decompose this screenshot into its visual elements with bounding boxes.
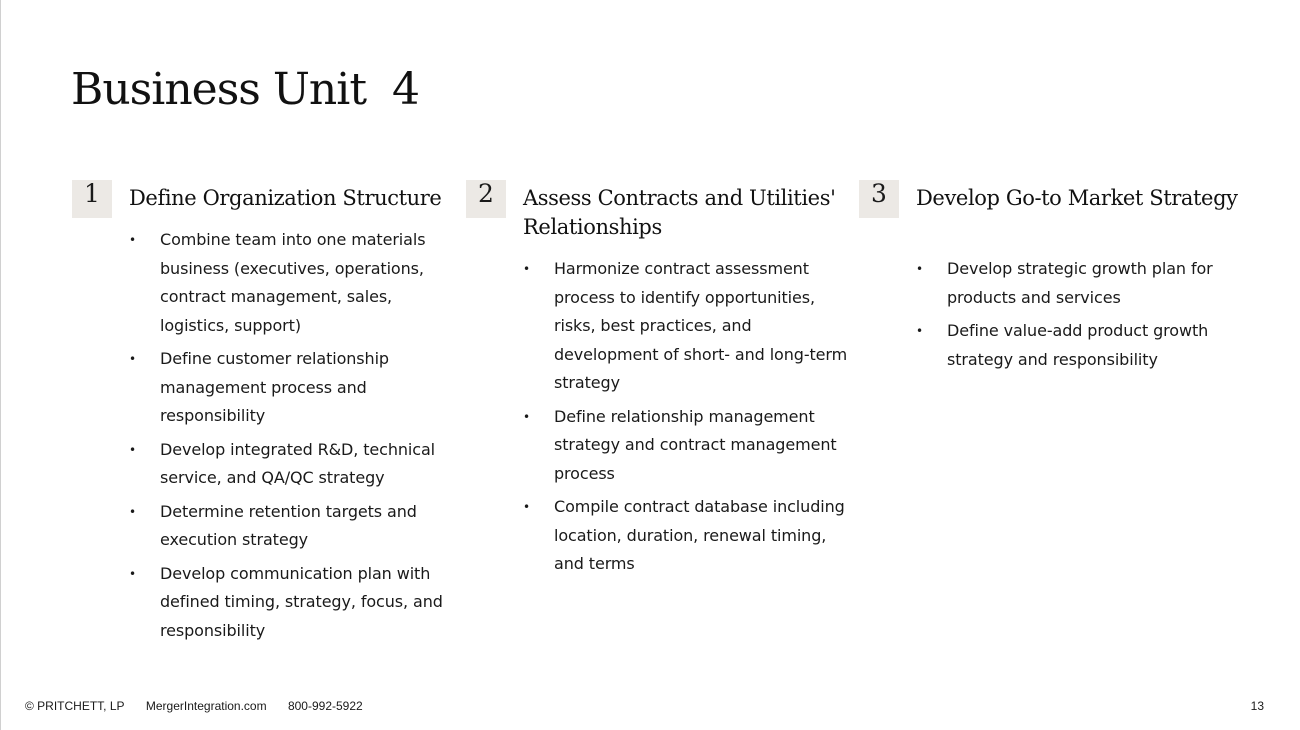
bullet-icon: • xyxy=(129,233,136,247)
step-heading: Develop Go-to Market Strategy xyxy=(916,186,1238,210)
list-item xyxy=(129,226,459,340)
bullet-list xyxy=(523,255,853,584)
bullet-text: Define relationship management strategy and contract management process xyxy=(554,406,837,483)
list-item xyxy=(129,560,459,646)
bullet-list xyxy=(916,255,1246,379)
step-number-badge: 1 xyxy=(72,180,112,218)
step-heading: Define Organization Structure xyxy=(129,186,442,210)
bullet-icon: • xyxy=(129,566,136,581)
list-item xyxy=(129,498,459,555)
step-heading: Assess Contracts and Utilities' Relationships xyxy=(523,186,836,239)
bullet-icon: • xyxy=(523,500,530,514)
footer-copyright: © PRITCHETT, LP xyxy=(25,699,125,713)
bullet-icon: • xyxy=(523,409,530,424)
bullet-icon: • xyxy=(916,324,923,338)
bullet-text: Compile contract database including location, duration, renewal timing, and terms xyxy=(554,497,845,573)
page-number: 13 xyxy=(1250,699,1264,713)
list-item xyxy=(523,403,853,489)
bullet-text: Harmonize contract assessment process to identify opportunities, risks, best practices, and development of short- and long-term strategy xyxy=(554,259,848,392)
footer-website: MergerIntegration.com xyxy=(145,699,267,713)
bullet-text: Define value-add product growth strategy and responsibility xyxy=(947,321,1209,369)
bullet-text: Develop strategic growth plan for products and services xyxy=(947,259,1213,307)
bullet-icon: • xyxy=(129,504,136,519)
bullet-text: Determine retention targets and execution strategy xyxy=(160,501,417,549)
bullet-icon: • xyxy=(916,262,923,276)
footer xyxy=(25,699,381,713)
bullet-icon: • xyxy=(129,442,136,457)
bullet-text: Develop integrated R&D, technical service, and QA/QC strategy xyxy=(160,439,436,487)
bullet-text: Combine team into one materials business (executives, operations, contract management, sales, logistics, support) xyxy=(160,230,426,335)
list-item xyxy=(129,436,459,493)
slide-title: Business Unit 4 xyxy=(71,64,419,115)
list-item xyxy=(523,255,853,398)
step-number-badge: 3 xyxy=(859,180,899,218)
bullet-text: Define customer relationship management process and responsibility xyxy=(160,349,389,425)
bullet-icon: • xyxy=(523,262,530,276)
footer-phone: 800-992-5922 xyxy=(287,699,363,713)
list-item xyxy=(129,345,459,431)
bullet-icon: • xyxy=(129,352,136,366)
bullet-text: Develop communication plan with defined timing, strategy, focus, and responsibility xyxy=(160,563,443,640)
list-item xyxy=(523,493,853,579)
step-number-badge: 2 xyxy=(466,180,506,218)
bullet-list xyxy=(129,226,459,650)
list-item xyxy=(916,255,1246,312)
list-item xyxy=(916,317,1246,374)
